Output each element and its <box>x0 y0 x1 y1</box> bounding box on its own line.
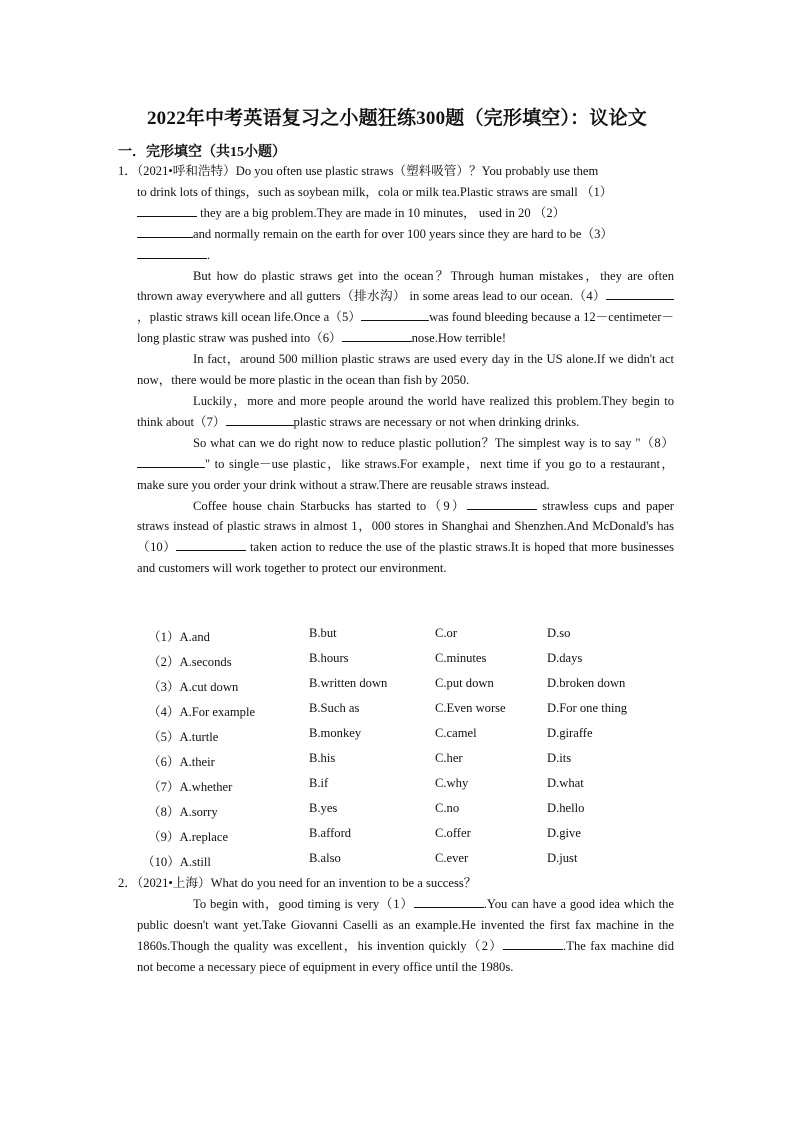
q1-paragraph-2: But how do plastic straws get into the ocean？Through human mistakes，they are often thrown away everywhere and all gutters（排水沟） in some areas lead to our ocean.（4），plastic straws kill ocean life.Once a（5） was found bleeding because a 12－centimeter－long plastic straw was pushed into（6） nose.How terrible! <box>137 268 674 346</box>
page-title: 2022年中考英语复习之小题狂练300题（完形填空）：议论文 <box>146 108 647 129</box>
q1-number: 1． <box>118 164 137 178</box>
section-heading: 一．完形填空（共15小题） <box>118 145 286 160</box>
option-b[interactable]: B.afford <box>309 826 352 840</box>
option-c[interactable]: C.or <box>435 626 458 640</box>
question-1-passage: 1．（2021•呼和浩特）Do you often use plastic straws（塑料吸管）？You probably use them to drink lots of things，such as soybean milk，cola or milk tea.Plastic straws are small （1） they are a big problem.They are made in 10 minutes， used in 20 （2） and normally remain on the earth for over 100 years since they are hard to be（3） . But how do plastic straws get into the ocean？Through human mistakes，they are often thrown away everywhere and all gutters（排水沟） in some areas lead to our ocean.（4），plastic straws kill ocean life.Once a（5） was found bleeding because a 12－centimeter－long plastic straw was pushed into（6） nose.How terrible! In fact，around 500 million plastic straws are used every day in the US alone.If we didn't act now，there would be more plastic in the ocean than fish by 2050. Luckily，more and more people around the world have realized this problem.They begin to think about（7） plastic straws are necessary or not when drinking drinks. So what can we do right now to reduce plastic pollution？The simplest way is to say "（8）" to single－use plastic，like straws.For example，next time if you go to a restaurant，make sure you order your drink without a straw.There are reusable straws instead. Coffee house chain Starbucks has started to（9） strawless cups and paper straws instead of plastic straws in almost 1，000 stores in Shanghai and Shenzhen.And McDonald's has（10） taken action to reduce the use of the plastic straws.It is hoped that more businesses and customers will work together to protect our environment. <box>118 161 674 579</box>
option-b[interactable]: B.also <box>309 851 341 865</box>
option-b[interactable]: B.his <box>309 751 336 765</box>
option-b[interactable]: B.monkey <box>309 726 362 740</box>
option-c[interactable]: C.put down <box>435 676 494 690</box>
q1-paragraph-5: So what can we do right now to reduce plastic pollution？The simplest way is to say "（8）" to single－use plastic，like straws.For example，next time if you go to a restaurant，make sure you order your drink without a straw.There are reusable straws instead. <box>137 435 674 492</box>
option-c[interactable]: C.Even worse <box>435 701 506 715</box>
blank-2[interactable] <box>137 224 193 238</box>
option-a[interactable]: （2）A.seconds <box>148 655 232 669</box>
option-a[interactable]: （7）A.whether <box>148 780 233 794</box>
option-b[interactable]: B.hours <box>309 651 349 665</box>
question-2-passage <box>118 873 674 978</box>
option-d[interactable]: D.give <box>547 826 581 840</box>
q1-intro: 1．（2021•呼和浩特）Do you often use plastic straws（塑料吸管）？You probably use them <box>118 164 599 178</box>
option-c[interactable]: C.why <box>435 776 469 790</box>
q1-paragraph-3: In fact，around 500 million plastic straws are used every day in the US alone.If we didn't act now，there would be more plastic in the ocean than fish by 2050. <box>137 352 674 388</box>
option-d[interactable]: D.its <box>547 751 572 765</box>
option-a[interactable]: （3）A.cut down <box>148 680 239 694</box>
blank-9[interactable] <box>467 496 537 510</box>
option-b[interactable]: B.written down <box>309 676 388 690</box>
option-d[interactable]: D.giraffe <box>547 726 593 740</box>
q2-intro: 2．（2021•上海）What do you need for an invention to be a success？ <box>118 876 477 890</box>
q1-source: （2021•呼和浩特） <box>136 164 236 178</box>
option-d[interactable]: D.broken down <box>547 676 626 690</box>
option-d[interactable]: D.so <box>547 626 571 640</box>
option-a[interactable]: （5）A.turtle <box>148 730 219 744</box>
option-c[interactable]: C.offer <box>435 826 471 840</box>
q2-blank-1[interactable] <box>414 894 484 908</box>
option-a[interactable]: （4）A.For example <box>148 705 256 719</box>
blank-6[interactable] <box>342 328 412 342</box>
blank-3[interactable] <box>137 245 207 259</box>
option-c[interactable]: C.ever <box>435 851 469 865</box>
option-c[interactable]: C.minutes <box>435 651 487 665</box>
q1-paragraph-4: Luckily，more and more people around the world have realized this problem.They begin to think about（7） plastic straws are necessary or not when drinking drinks. <box>137 393 674 429</box>
option-d[interactable]: D.what <box>547 776 584 790</box>
q2-source: （2021•上海） <box>136 876 211 890</box>
option-b[interactable]: B.but <box>309 626 337 640</box>
option-d[interactable]: D.For one thing <box>547 701 628 715</box>
option-a[interactable]: （1）A.and <box>148 630 210 644</box>
q1-paragraph-6: Coffee house chain Starbucks has started to（9） strawless cups and paper straws instead of plastic straws in almost 1，000 stores in Shanghai and Shenzhen.And McDonald's has（10） taken action to reduce the use of the plastic straws.It is hoped that more businesses and customers will work together to protect our environment. <box>118 496 674 580</box>
blank-7[interactable] <box>226 412 294 426</box>
blank-5[interactable] <box>361 307 429 321</box>
q2-paragraph-1: To begin with，good timing is very（1） .You can have a good idea which the public doesn't want yet.Take Giovanni Caselli as an example.He invented the first fax machine in the 1860s.Though the quality was excellent，his invention quickly（2） .The fax machine did not become a necessary piece of equipment in every office until the 1980s. <box>118 894 674 978</box>
option-a[interactable]: （9）A.replace <box>148 830 229 844</box>
option-b[interactable]: B.Such as <box>309 701 360 715</box>
option-b[interactable]: B.if <box>309 776 329 790</box>
blank-4[interactable] <box>606 286 674 300</box>
option-c[interactable]: C.no <box>435 801 460 815</box>
option-a[interactable]: （6）A.their <box>148 755 215 769</box>
option-a[interactable]: （8）A.sorry <box>148 805 218 819</box>
q2-number: 2． <box>118 876 137 890</box>
blank-10[interactable] <box>176 537 246 551</box>
option-d[interactable]: D.days <box>547 651 583 665</box>
blank-1[interactable] <box>137 203 197 217</box>
option-d[interactable]: D.just <box>547 851 578 865</box>
blank-8[interactable] <box>137 454 205 468</box>
option-a[interactable]: （10）A.still <box>142 855 211 869</box>
option-c[interactable]: C.camel <box>435 726 477 740</box>
q2-blank-2[interactable] <box>503 936 563 950</box>
option-c[interactable]: C.her <box>435 751 463 765</box>
option-d[interactable]: D.hello <box>547 801 585 815</box>
option-b[interactable]: B.yes <box>309 801 338 815</box>
